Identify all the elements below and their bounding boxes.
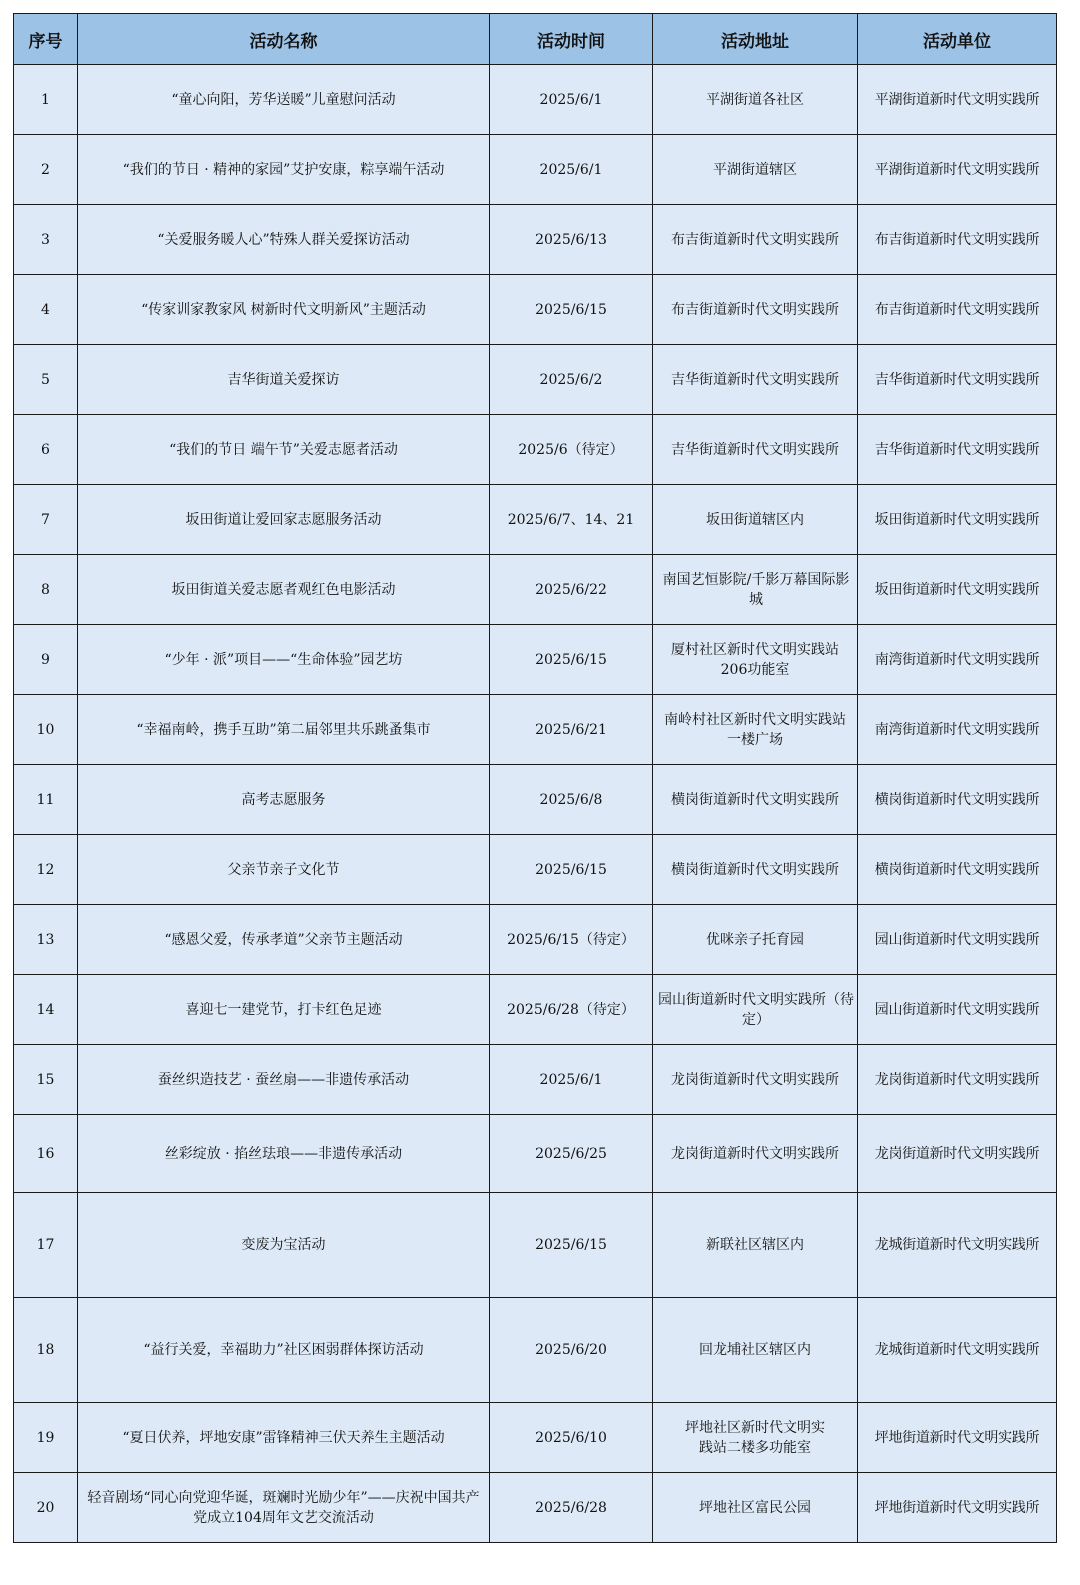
table-row xyxy=(14,275,1057,345)
cell-activity-address: 平湖街道辖区 xyxy=(653,135,858,205)
table-row xyxy=(14,205,1057,275)
cell-activity-unit: 龙岗街道新时代文明实践所 xyxy=(858,1045,1057,1115)
cell-activity-name: 蚕丝织造技艺 · 蚕丝扇——非遗传承活动 xyxy=(78,1045,490,1115)
cell-number: 17 xyxy=(14,1193,78,1298)
cell-number: 4 xyxy=(14,275,78,345)
cell-activity-date: 2025/6/8 xyxy=(490,765,653,835)
cell-activity-date: 2025/6/7、14、21 xyxy=(490,485,653,555)
cell-activity-date: 2025/6/15 xyxy=(490,625,653,695)
table-row xyxy=(14,135,1057,205)
cell-activity-name: 丝彩绽放 · 掐丝珐琅——非遗传承活动 xyxy=(78,1115,490,1193)
cell-activity-unit: 横岗街道新时代文明实践所 xyxy=(858,835,1057,905)
cell-number: 15 xyxy=(14,1045,78,1115)
col-header-name: 活动名称 xyxy=(78,14,490,65)
cell-activity-name: “我们的节日 端午节”关爱志愿者活动 xyxy=(78,415,490,485)
cell-number: 19 xyxy=(14,1403,78,1473)
cell-activity-name: 父亲节亲子文化节 xyxy=(78,835,490,905)
table-body xyxy=(14,65,1057,1543)
cell-number: 6 xyxy=(14,415,78,485)
cell-activity-address: 坪地社区富民公园 xyxy=(653,1473,858,1543)
cell-activity-name: 喜迎七一建党节，打卡红色足迹 xyxy=(78,975,490,1045)
header-row xyxy=(14,14,1057,65)
cell-activity-address: 坂田街道辖区内 xyxy=(653,485,858,555)
cell-number: 10 xyxy=(14,695,78,765)
cell-activity-unit: 坂田街道新时代文明实践所 xyxy=(858,555,1057,625)
cell-activity-date: 2025/6/15 xyxy=(490,1193,653,1298)
cell-activity-date: 2025/6/15 xyxy=(490,835,653,905)
address-text: 厦村社区新时代文明实践站206功能室 xyxy=(671,641,839,678)
cell-activity-address: 龙岗街道新时代文明实践所 xyxy=(653,1045,858,1115)
cell-activity-name: “关爱服务暖人心”特殊人群关爱探访活动 xyxy=(78,205,490,275)
table-row xyxy=(14,625,1057,695)
cell-activity-unit: 吉华街道新时代文明实践所 xyxy=(858,345,1057,415)
table-row xyxy=(14,1115,1057,1193)
cell-activity-unit: 园山街道新时代文明实践所 xyxy=(858,975,1057,1045)
cell-activity-date: 2025/6（待定） xyxy=(490,415,653,485)
cell-number: 13 xyxy=(14,905,78,975)
cell-activity-address: 优咪亲子托育园 xyxy=(653,905,858,975)
cell-activity-address xyxy=(653,555,858,625)
cell-activity-name: “少年 · 派”项目——“生命体验”园艺坊 xyxy=(78,625,490,695)
table-row xyxy=(14,1473,1057,1543)
cell-activity-name: “童心向阳，芳华送暖”儿童慰问活动 xyxy=(78,65,490,135)
cell-activity-name: “幸福南岭，携手互助”第二届邻里共乐跳蚤集市 xyxy=(78,695,490,765)
cell-activity-unit: 吉华街道新时代文明实践所 xyxy=(858,415,1057,485)
cell-activity-address xyxy=(653,1403,858,1473)
cell-activity-name: “我们的节日 · 精神的家园”艾护安康，粽享端午活动 xyxy=(78,135,490,205)
cell-activity-date: 2025/6/1 xyxy=(490,1045,653,1115)
cell-activity-date: 2025/6/1 xyxy=(490,135,653,205)
cell-activity-name: “益行关爱，幸福助力”社区困弱群体探访活动 xyxy=(78,1298,490,1403)
table-row xyxy=(14,1298,1057,1403)
activity-table xyxy=(13,13,1057,1543)
cell-activity-address: 龙岗街道新时代文明实践所 xyxy=(653,1115,858,1193)
cell-activity-unit: 布吉街道新时代文明实践所 xyxy=(858,275,1057,345)
cell-activity-unit: 平湖街道新时代文明实践所 xyxy=(858,135,1057,205)
cell-number: 2 xyxy=(14,135,78,205)
table-row xyxy=(14,1045,1057,1115)
cell-number: 8 xyxy=(14,555,78,625)
cell-activity-address: 吉华街道新时代文明实践所 xyxy=(653,345,858,415)
cell-activity-date: 2025/6/1 xyxy=(490,65,653,135)
cell-number: 16 xyxy=(14,1115,78,1193)
table-row xyxy=(14,835,1057,905)
cell-activity-unit: 坂田街道新时代文明实践所 xyxy=(858,485,1057,555)
col-header-no: 序号 xyxy=(14,14,78,65)
table-row xyxy=(14,975,1057,1045)
address-text: 坪地社区新时代文明实践站二楼多功能室 xyxy=(685,1419,825,1456)
cell-activity-date: 2025/6/28（待定） xyxy=(490,975,653,1045)
table-row xyxy=(14,1403,1057,1473)
cell-activity-address: 横岗街道新时代文明实践所 xyxy=(653,765,858,835)
cell-activity-date: 2025/6/20 xyxy=(490,1298,653,1403)
cell-activity-unit: 横岗街道新时代文明实践所 xyxy=(858,765,1057,835)
activity-name-text: 轻音剧场“同心向党迎华诞，斑斓时光励少年”——庆祝中国共产党成立104周年文艺交流活动 xyxy=(87,1489,480,1526)
table-row xyxy=(14,765,1057,835)
cell-activity-unit: 平湖街道新时代文明实践所 xyxy=(858,65,1057,135)
cell-activity-date: 2025/6/13 xyxy=(490,205,653,275)
cell-activity-address: 吉华街道新时代文明实践所 xyxy=(653,415,858,485)
cell-activity-address xyxy=(653,625,858,695)
cell-activity-date: 2025/6/15 xyxy=(490,275,653,345)
cell-number: 18 xyxy=(14,1298,78,1403)
cell-activity-unit: 龙城街道新时代文明实践所 xyxy=(858,1298,1057,1403)
cell-activity-unit: 坪地街道新时代文明实践所 xyxy=(858,1473,1057,1543)
col-header-date: 活动时间 xyxy=(490,14,653,65)
cell-activity-unit: 龙岗街道新时代文明实践所 xyxy=(858,1115,1057,1193)
cell-activity-unit: 南湾街道新时代文明实践所 xyxy=(858,695,1057,765)
cell-number: 9 xyxy=(14,625,78,695)
cell-activity-unit: 布吉街道新时代文明实践所 xyxy=(858,205,1057,275)
address-text: 南国艺恒影院/千影万幕国际影城 xyxy=(662,571,850,608)
cell-activity-date: 2025/6/22 xyxy=(490,555,653,625)
cell-activity-date: 2025/6/21 xyxy=(490,695,653,765)
col-header-address: 活动地址 xyxy=(653,14,858,65)
cell-activity-unit: 南湾街道新时代文明实践所 xyxy=(858,625,1057,695)
cell-activity-date: 2025/6/25 xyxy=(490,1115,653,1193)
cell-activity-name: “感恩父爱，传承孝道”父亲节主题活动 xyxy=(78,905,490,975)
cell-number: 14 xyxy=(14,975,78,1045)
table-row xyxy=(14,485,1057,555)
table-row xyxy=(14,345,1057,415)
cell-activity-name xyxy=(78,1473,490,1543)
cell-activity-address xyxy=(653,695,858,765)
cell-activity-date: 2025/6/15（待定） xyxy=(490,905,653,975)
cell-activity-address: 新联社区辖区内 xyxy=(653,1193,858,1298)
table-row xyxy=(14,905,1057,975)
address-text: 园山街道新时代文明实践所（待定） xyxy=(658,991,854,1028)
cell-number: 3 xyxy=(14,205,78,275)
cell-number: 1 xyxy=(14,65,78,135)
cell-activity-address: 回龙埔社区辖区内 xyxy=(653,1298,858,1403)
cell-activity-name: “夏日伏养，坪地安康”雷锋精神三伏天养生主题活动 xyxy=(78,1403,490,1473)
cell-activity-address: 平湖街道各社区 xyxy=(653,65,858,135)
cell-activity-name: 高考志愿服务 xyxy=(78,765,490,835)
cell-number: 5 xyxy=(14,345,78,415)
cell-activity-address: 横岗街道新时代文明实践所 xyxy=(653,835,858,905)
cell-activity-address xyxy=(653,975,858,1045)
cell-number: 20 xyxy=(14,1473,78,1543)
cell-activity-address: 布吉街道新时代文明实践所 xyxy=(653,275,858,345)
cell-activity-unit: 坪地街道新时代文明实践所 xyxy=(858,1403,1057,1473)
cell-number: 11 xyxy=(14,765,78,835)
cell-activity-address: 布吉街道新时代文明实践所 xyxy=(653,205,858,275)
address-text: 南岭村社区新时代文明实践站一楼广场 xyxy=(664,711,846,748)
cell-activity-name: “传家训家教家风 树新时代文明新风”主题活动 xyxy=(78,275,490,345)
cell-number: 12 xyxy=(14,835,78,905)
cell-activity-date: 2025/6/2 xyxy=(490,345,653,415)
cell-activity-date: 2025/6/28 xyxy=(490,1473,653,1543)
cell-activity-name: 变废为宝活动 xyxy=(78,1193,490,1298)
cell-number: 7 xyxy=(14,485,78,555)
cell-activity-unit: 龙城街道新时代文明实践所 xyxy=(858,1193,1057,1298)
cell-activity-unit: 园山街道新时代文明实践所 xyxy=(858,905,1057,975)
table-row xyxy=(14,695,1057,765)
table-row xyxy=(14,65,1057,135)
cell-activity-name: 坂田街道让爱回家志愿服务活动 xyxy=(78,485,490,555)
table-header xyxy=(14,14,1057,65)
col-header-unit: 活动单位 xyxy=(858,14,1057,65)
table-row xyxy=(14,555,1057,625)
cell-activity-date: 2025/6/10 xyxy=(490,1403,653,1473)
table-row xyxy=(14,415,1057,485)
cell-activity-name: 吉华街道关爱探访 xyxy=(78,345,490,415)
cell-activity-name: 坂田街道关爱志愿者观红色电影活动 xyxy=(78,555,490,625)
table-row xyxy=(14,1193,1057,1298)
